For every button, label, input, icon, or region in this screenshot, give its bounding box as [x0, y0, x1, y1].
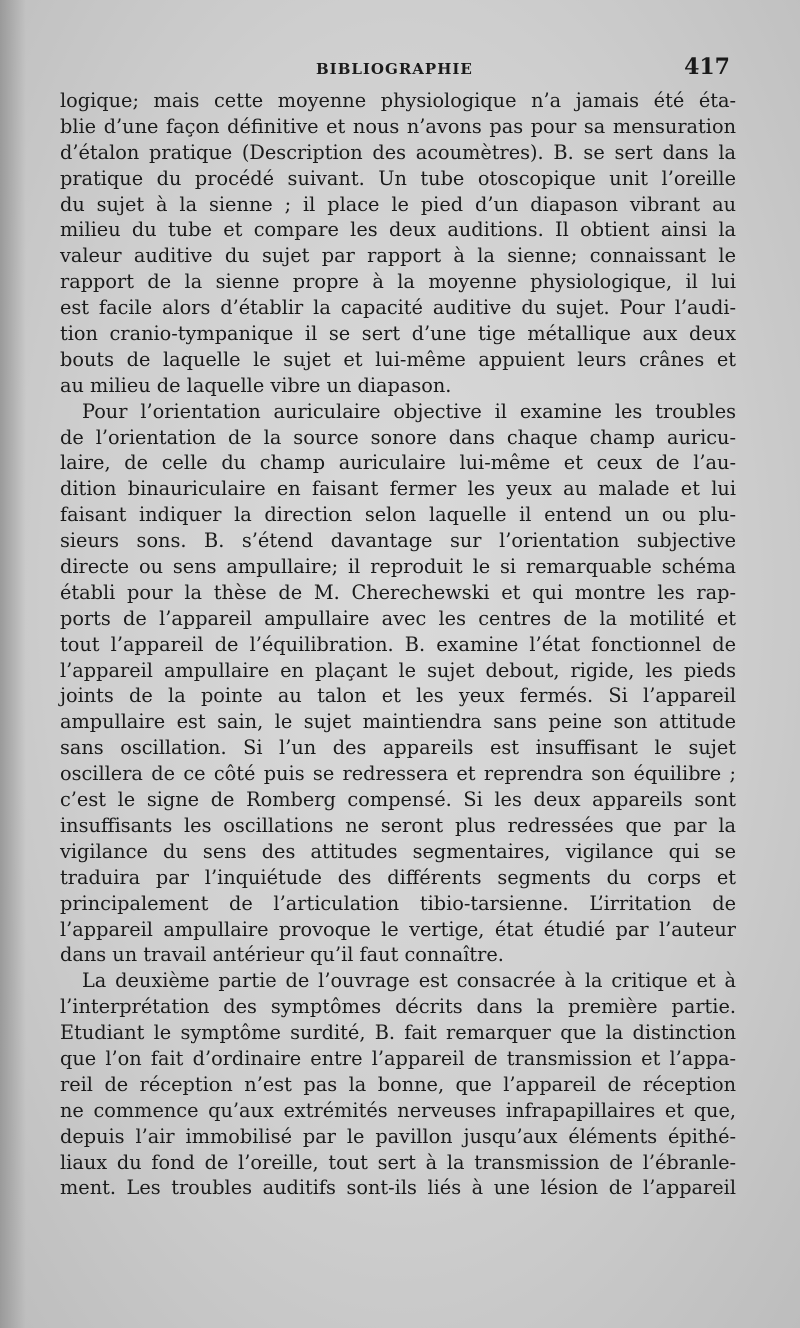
- text-line: c’est le signe de Romberg compensé. Si les deux appareils sont: [60, 788, 736, 812]
- text-line: sieurs sons. B. s’étend davantage sur l’orientation subjective: [60, 529, 736, 553]
- text-line: dans un travail antérieur qu’il faut connaître.: [60, 943, 504, 967]
- text-line: faisant indiquer la direction selon laquelle il entend un ou plu-: [60, 503, 736, 527]
- text-line: l’appareil ampullaire en plaçant le sujet debout, rigide, les pieds: [60, 658, 736, 682]
- page-header: [60, 54, 730, 88]
- text-line: rapport de la sienne propre à la moyenne physiologique, il lui: [60, 270, 736, 294]
- text-line: ne commence qu’aux extrémités nerveuses infrapapillaires et que,: [60, 1098, 736, 1122]
- text-line: milieu du tube et compare les deux auditions. Il obtient ainsi la: [60, 218, 736, 242]
- text-line: insuffisants les oscillations ne seront plus redressées que par la: [60, 813, 736, 837]
- text-line: oscillera de ce côté puis se redressera et reprendra son équilibre ;: [60, 762, 736, 786]
- text-line: tion cranio-tympanique il se sert d’une tige métallique aux deux: [60, 322, 736, 346]
- text-line: tout l’appareil de l’équilibration. B. examine l’état fonctionnel de: [60, 632, 736, 656]
- text-line: ports de l’appareil ampullaire avec les centres de la motilité et: [60, 606, 736, 630]
- text-line: que l’on fait d’ordinaire entre l’appareil de transmission et l’appa-: [60, 1046, 736, 1070]
- text-line: Pour l’orientation auriculaire objective il examine les troubles: [82, 399, 736, 423]
- page-number: 417: [684, 54, 730, 80]
- text-line: joints de la pointe au talon et les yeux fermés. Si l’appareil: [60, 684, 736, 708]
- text-line: est facile alors d’établir la capacité auditive du sujet. Pour l’audi-: [60, 296, 736, 320]
- text-line: laire, de celle du champ auriculaire lui-même et ceux de l’au-: [60, 451, 736, 475]
- text-line: reil de réception n’est pas la bonne, que l’appareil de réception: [60, 1072, 736, 1096]
- text-line: l’appareil ampullaire provoque le vertige, état étudié par l’auteur: [60, 917, 736, 941]
- text-line: blie d’une façon définitive et nous n’avons pas pour sa mensuration: [60, 114, 736, 138]
- text-line: La deuxième partie de l’ouvrage est consacrée à la critique et à: [82, 969, 736, 993]
- text-line: ampullaire est sain, le sujet maintiendra sans peine son attitude: [60, 710, 736, 734]
- text-line: logique; mais cette moyenne physiologique n’a jamais été éta-: [60, 89, 736, 112]
- text-line: de l’orientation de la source sonore dans chaque champ auricu-: [60, 425, 736, 449]
- text-line: sans oscillation. Si l’un des appareils est insuffisant le sujet: [60, 736, 736, 760]
- text-line: pratique du procédé suivant. Un tube otoscopique unit l’oreille: [60, 166, 736, 190]
- text-line: du sujet à la sienne ; il place le pied d’un diapason vibrant au: [60, 192, 736, 216]
- text-line: liaux du fond de l’oreille, tout sert à la transmission de l’ébranle-: [60, 1150, 736, 1174]
- text-line: valeur auditive du sujet par rapport à la sienne; connaissant le: [60, 244, 736, 268]
- text-line: traduira par l’inquiétude des différents segments du corps et: [60, 865, 736, 889]
- body-text: [60, 88, 736, 1201]
- text-line: établi pour la thèse de M. Cherechewski et qui montre les rap-: [60, 580, 736, 604]
- text-line: dition binauriculaire en faisant fermer les yeux au malade et lui: [60, 477, 736, 501]
- page-shadow: [0, 0, 26, 1328]
- text-line: depuis l’air immobilisé par le pavillon jusqu’aux éléments épithé-: [60, 1124, 736, 1148]
- text-line: vigilance du sens des attitudes segmentaires, vigilance qui se: [60, 839, 736, 863]
- text-line: ment. Les troubles auditifs sont-ils liés à une lésion de l’appareil: [60, 1176, 736, 1200]
- text-line: au milieu de laquelle vibre un diapason.: [60, 373, 452, 397]
- text-line: principalement de l’articulation tibio-tarsienne. L’irritation de: [60, 891, 736, 915]
- text-line: bouts de laquelle le sujet et lui-même appuient leurs crânes et: [60, 347, 736, 371]
- text-line: Etudiant le symptôme surdité, B. fait remarquer que la distinction: [60, 1021, 736, 1045]
- text-line: directe ou sens ampullaire; il reproduit le si remarquable schéma: [60, 555, 736, 579]
- text-line: l’interprétation des symptômes décrits dans la première partie.: [60, 995, 736, 1019]
- text-line: d’étalon pratique (Description des acoumètres). B. se sert dans la: [60, 140, 736, 164]
- running-head: BIBLIOGRAPHIE: [316, 60, 473, 78]
